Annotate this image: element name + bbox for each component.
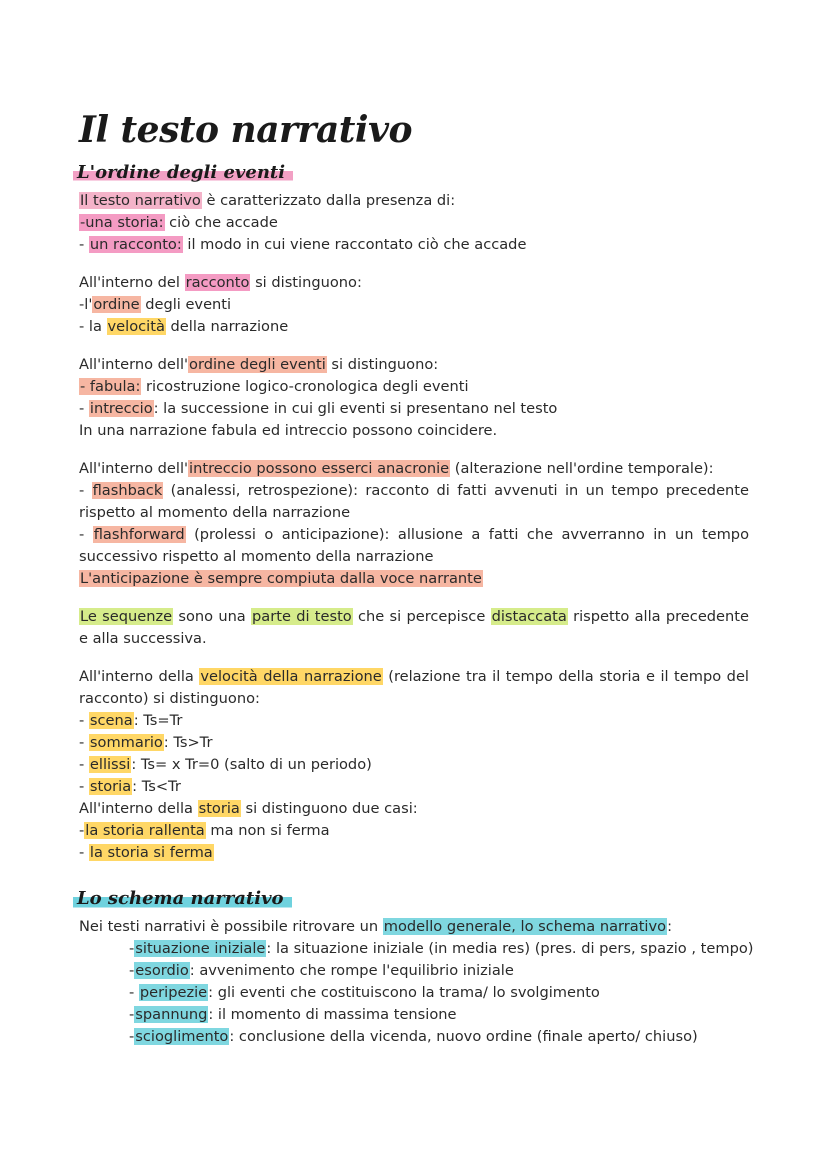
highlight: -una storia: [80, 214, 164, 231]
page-title: Il testo narrativo [79, 109, 413, 151]
text: : conclusione della vicenda, nuovo ordine (finale aperto/ chiuso) [229, 1028, 698, 1045]
text-line [79, 316, 749, 338]
highlight: intreccio [89, 400, 153, 417]
highlight: peripezie [139, 984, 208, 1001]
text-line [79, 272, 749, 294]
highlight: storia [89, 778, 132, 795]
text: ma non si ferma [205, 822, 330, 839]
highlight: - fabula: [80, 378, 141, 395]
list-item [79, 820, 749, 842]
highlight: Il testo narrativo [80, 192, 201, 209]
text: All'interno della [79, 800, 198, 817]
text-line [79, 666, 749, 710]
text-line [79, 354, 749, 376]
highlight: la storia si ferma [89, 844, 213, 861]
text: - [79, 400, 89, 417]
highlight: situazione iniziale [135, 940, 266, 957]
text: si distinguono: [326, 356, 439, 373]
text: Nei testi narrativi è possibile ritrovare un [79, 918, 383, 935]
paragraph-schema [79, 916, 754, 1048]
text: - [129, 940, 135, 957]
paragraph-racconto [79, 272, 749, 338]
text: il modo in cui viene raccontato ciò che accade [182, 236, 527, 253]
text: : Ts<Tr [132, 778, 181, 795]
highlight: storia [198, 800, 240, 817]
list-item [79, 982, 749, 1004]
text-line [79, 376, 749, 398]
highlight: flashforward [93, 526, 185, 543]
text: All'interno del [79, 274, 185, 291]
text: (alterazione nell'ordine temporale): [450, 460, 714, 477]
text-line: In una narrazione fabula ed intreccio possono coincidere. [79, 422, 498, 439]
list-item [79, 842, 749, 864]
text: All'interno dell' [79, 356, 189, 373]
text: (prolessi o anticipazione): allusione a fatti che avverranno in un tempo successivo rispetto al momento della narrazione [79, 526, 749, 565]
text: - [79, 526, 93, 543]
paragraph-intro [79, 190, 749, 256]
highlight: Le sequenze [80, 608, 173, 625]
document-page [77, 108, 754, 1048]
highlight: modello generale, lo schema narrativo [383, 918, 667, 935]
text: : avvenimento che rompe l'equilibrio iniziale [189, 962, 514, 979]
list-item [79, 754, 749, 776]
text: - [79, 236, 89, 253]
text: : gli eventi che costituiscono la trama/ lo svolgimento [208, 984, 600, 1001]
paragraph-intreccio [79, 458, 749, 590]
highlight: velocità della narrazione [200, 668, 382, 685]
text-line [79, 398, 749, 420]
section-heading-ordine: L'ordine degli eventi [73, 162, 293, 184]
paragraph-ordine [79, 354, 749, 442]
text: - [79, 778, 89, 795]
text: : la successione in cui gli eventi si presentano nel testo [153, 400, 558, 417]
text: - [129, 984, 139, 1001]
highlight: parte di testo [252, 608, 352, 625]
text: - [129, 1006, 135, 1023]
highlight: velocità [107, 318, 165, 335]
text: -l' [79, 296, 93, 313]
text: - [79, 734, 89, 751]
list-item [79, 776, 749, 798]
section-heading-schema: Lo schema narrativo [73, 888, 292, 910]
highlight: ordine [93, 296, 140, 313]
text: rispetto alla precedente e alla successiva. [79, 608, 749, 647]
text: - [79, 482, 92, 499]
highlight: la storia rallenta [85, 822, 205, 839]
text: della narrazione [165, 318, 289, 335]
list-item [79, 960, 749, 982]
highlight: L'anticipazione è sempre compiuta dalla voce narrante [80, 570, 482, 587]
highlight: scioglimento [135, 1028, 229, 1045]
text-line [79, 190, 749, 212]
text: sono una [173, 608, 252, 625]
text: - [79, 756, 89, 773]
text: che si percepisce [352, 608, 491, 625]
text: ciò che accade [164, 214, 278, 231]
paragraph-sequenze [79, 606, 749, 650]
text: : la situazione iniziale (in media res) (pres. di pers, spazio , tempo) [266, 940, 754, 957]
text: - [79, 712, 89, 729]
highlight: ellissi [89, 756, 131, 773]
text: - [79, 822, 85, 839]
text: si distinguono due casi: [240, 800, 418, 817]
text: si distinguono: [250, 274, 362, 291]
text: è caratterizzato dalla presenza di: [201, 192, 456, 209]
text-line [79, 458, 749, 480]
highlight: distaccata [491, 608, 567, 625]
text-line [79, 480, 749, 524]
text: : il momento di massima tensione [208, 1006, 457, 1023]
highlight: ordine degli eventi [189, 356, 326, 373]
text: - [79, 844, 89, 861]
text-line [79, 916, 749, 938]
paragraph-velocita [79, 666, 749, 864]
text: - [129, 1028, 135, 1045]
text: : [667, 918, 672, 935]
text-line [79, 798, 749, 820]
list-item [79, 938, 754, 960]
highlight: flashback [92, 482, 163, 499]
text: (analessi, retrospezione): racconto di fatti avvenuti in un tempo precedente rispetto al momento della narrazione [79, 482, 749, 521]
text: - [129, 962, 135, 979]
list-item [79, 710, 749, 732]
highlight: scena [89, 712, 133, 729]
text: : Ts=Tr [133, 712, 183, 729]
highlight: esordio [135, 962, 189, 979]
text: : Ts= x Tr=0 (salto di un periodo) [131, 756, 372, 773]
highlight: sommario [89, 734, 163, 751]
highlight: un racconto: [89, 236, 182, 253]
text: : Ts>Tr [163, 734, 213, 751]
list-item [79, 732, 749, 754]
text-line [79, 524, 749, 568]
text: All'interno dell' [79, 460, 189, 477]
highlight: racconto [185, 274, 250, 291]
text: ricostruzione logico-cronologica degli eventi [141, 378, 469, 395]
text: (relazione tra il tempo della storia e il tempo del racconto) si distinguono: [79, 668, 749, 707]
text: degli eventi [140, 296, 232, 313]
text-line [79, 294, 749, 316]
text-line [79, 234, 749, 256]
text-line [79, 568, 749, 590]
text: All'interno della [79, 668, 200, 685]
highlight: spannung [135, 1006, 208, 1023]
text: - la [79, 318, 107, 335]
list-item [79, 1026, 749, 1048]
text-line [79, 212, 749, 234]
list-item [79, 1004, 749, 1026]
highlight: intreccio possono esserci anacronie [189, 460, 450, 477]
